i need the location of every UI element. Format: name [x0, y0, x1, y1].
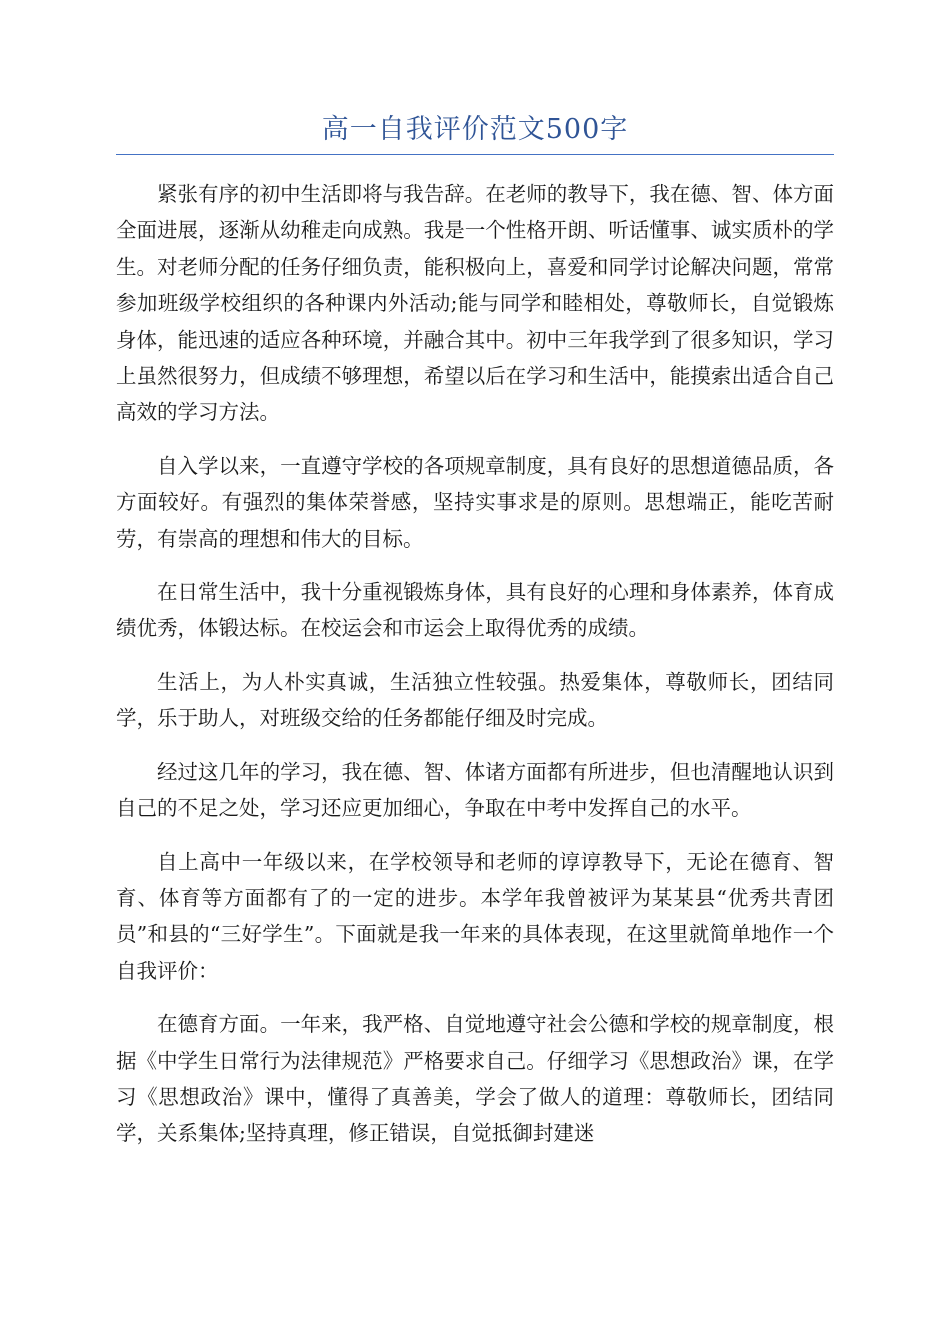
paragraph: 自入学以来，一直遵守学校的各项规章制度，具有良好的思想道德品质，各方面较好。有强烈的集体荣誉感，坚持实事求是的原则。思想端正，能吃苦耐劳，有崇高的理想和伟大的目标。	[116, 453, 834, 551]
document-title: 高一自我评价范文500字	[321, 114, 629, 145]
paragraph: 生活上，为人朴实真诚，生活独立性较强。热爱集体，尊敬师长，团结同学，乐于助人，对班级交给的任务都能仔细及时完成。	[116, 669, 834, 731]
paragraph: 在日常生活中，我十分重视锻炼身体，具有良好的心理和身体素养，体育成绩优秀，体锻达标。在校运会和市运会上取得优秀的成绩。	[116, 580, 834, 641]
paragraph: 紧张有序的初中生活即将与我告辞。在老师的教导下，我在德、智、体方面全面进展，逐渐从幼稚走向成熟。我是一个性格开朗、听话懂事、诚实质朴的学生。对老师分配的任务仔细负责，能积极向上，喜爱和同学讨论解决问题，常常参加班级学校组织的各种课内外活动;能与同学和睦相处，尊敬师长，自觉锻炼身体，能迅速的适应各种环境，并融合其中。初中三年我学到了很多知识，学习上虽然很努力，但成绩不够理想，希望以后在学习和生活中，能摸索出适合自己高效的学习方法。	[116, 182, 834, 425]
paragraph: 自上高中一年级以来，在学校领导和老师的谆谆教导下，无论在德育、智育、体育等方面都有了的一定的进步。本学年我曾被评为某某县“优秀共青团员”和县的“三好学生”。下面就是我一年来的具体表现，在这里就简单地作一个自我评价：	[116, 849, 834, 983]
title-underline	[116, 154, 834, 155]
paragraph: 在德育方面。一年来，我严格、自觉地遵守社会公德和学校的规章制度，根据《中学生日常行为法律规范》严格要求自己。仔细学习《思想政治》课，在学习《思想政治》课中，懂得了真善美，学会了做人的道理：尊敬师长，团结同学，关系集体;坚持真理，修正错误，自觉抵御封建迷	[116, 1012, 834, 1146]
paragraph: 经过这几年的学习，我在德、智、体诸方面都有所进步，但也清醒地认识到自己的不足之处，学习还应更加细心，争取在中考中发挥自己的水平。	[116, 759, 834, 821]
document-body	[116, 176, 834, 1169]
